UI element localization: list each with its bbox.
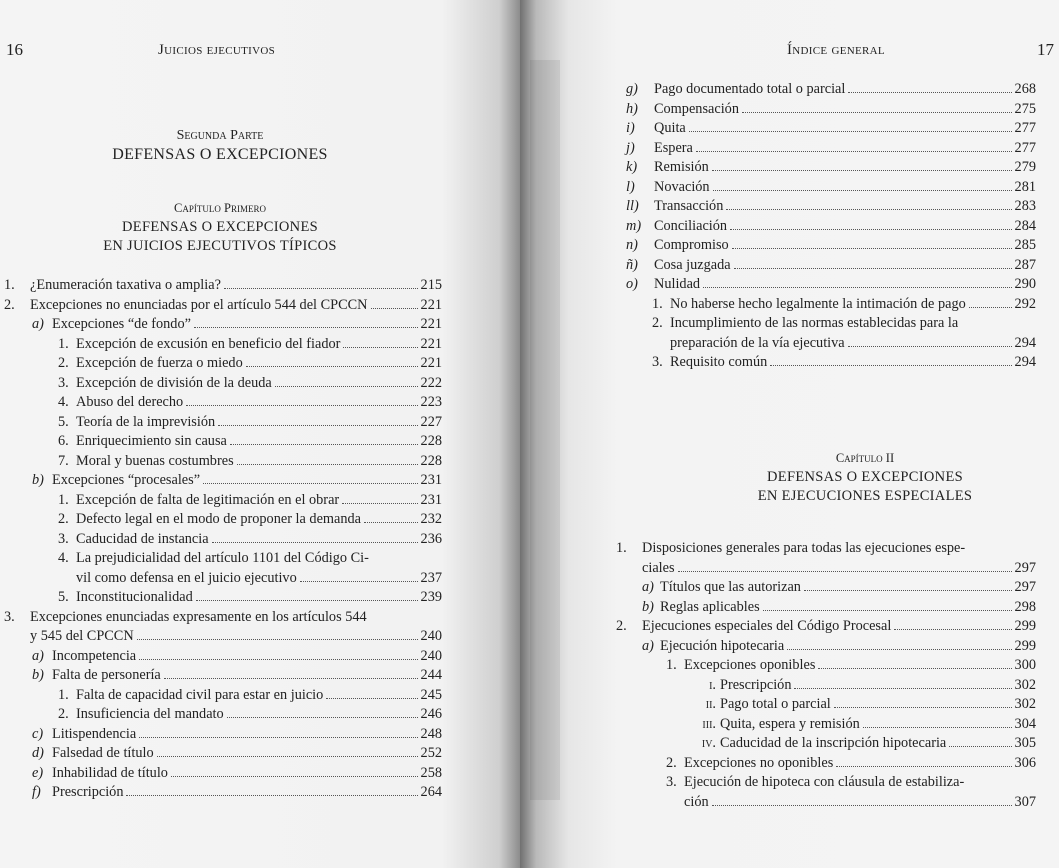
dot-leader bbox=[224, 288, 418, 289]
toc-page-number: 245 bbox=[420, 686, 442, 703]
toc-entry bbox=[4, 354, 442, 374]
right-page-number: 17 bbox=[1037, 40, 1054, 59]
toc-entry-number: e) bbox=[32, 764, 44, 781]
toc-page-number: 221 bbox=[420, 355, 442, 371]
toc-entry-text: Pago total o parcial bbox=[720, 696, 831, 712]
toc-page-number: 294 bbox=[1014, 334, 1036, 351]
toc-entry-number: d) bbox=[32, 745, 44, 761]
toc-page-number: 297 bbox=[1014, 559, 1036, 576]
toc-page-number: 302 bbox=[1014, 696, 1036, 712]
toc-entry bbox=[626, 353, 1036, 373]
toc-entry bbox=[4, 764, 442, 784]
toc-page-number: 284 bbox=[1014, 217, 1036, 234]
toc-entry-number: iii. bbox=[702, 715, 716, 732]
toc-entry-number: 4. bbox=[58, 394, 69, 410]
toc-entry-text: ciales bbox=[642, 559, 675, 576]
toc-page-number: 231 bbox=[420, 472, 442, 488]
toc-entry-number: 3. bbox=[58, 530, 69, 547]
toc-entry-number: 3. bbox=[652, 354, 663, 370]
toc-page-number: 290 bbox=[1014, 276, 1036, 292]
toc-page-number: 228 bbox=[420, 452, 442, 469]
toc-entry bbox=[616, 559, 1036, 579]
toc-entry bbox=[616, 676, 1036, 696]
toc-right-top bbox=[626, 80, 1036, 373]
dot-leader bbox=[342, 503, 417, 504]
toc-entry-text: Excepciones no enunciadas por el artículo 544 del CPCCN bbox=[30, 296, 368, 313]
toc-entry-text: Compromiso bbox=[654, 237, 729, 253]
toc-entry bbox=[4, 705, 442, 725]
toc-entry bbox=[616, 734, 1036, 754]
toc-entry-text: Teoría de la imprevisión bbox=[76, 413, 216, 430]
toc-page-number: 299 bbox=[1014, 618, 1036, 634]
dot-leader bbox=[818, 668, 1011, 669]
toc-entry-text: Enriquecimiento sin causa bbox=[76, 433, 227, 449]
toc-entry bbox=[626, 295, 1036, 315]
toc-entry-number: 1. bbox=[666, 657, 677, 673]
toc-page-number: 221 bbox=[420, 316, 442, 332]
toc-entry-text: Títulos que las autorizan bbox=[660, 579, 801, 595]
part-heading bbox=[0, 128, 440, 164]
toc-entry-text: vil como defensa en el juicio ejecutivo bbox=[76, 569, 297, 586]
toc-entry-number: m) bbox=[626, 217, 642, 234]
toc-page-number: 215 bbox=[420, 277, 442, 293]
toc-entry-number: l) bbox=[626, 178, 635, 195]
toc-page-number: 299 bbox=[1014, 637, 1036, 654]
toc-left bbox=[4, 276, 442, 803]
dot-leader bbox=[836, 766, 1011, 767]
toc-entry-number: b) bbox=[32, 472, 44, 488]
toc-entry-text: Incompetencia bbox=[52, 647, 137, 664]
dot-leader bbox=[212, 542, 418, 543]
dot-leader bbox=[203, 483, 417, 484]
dot-leader bbox=[227, 717, 418, 718]
dot-leader bbox=[678, 571, 1012, 572]
right-running-head: Índice general bbox=[787, 42, 885, 58]
dot-leader bbox=[787, 649, 1011, 650]
toc-entry-number: o) bbox=[626, 276, 638, 292]
toc-entry bbox=[626, 275, 1036, 295]
dot-leader bbox=[703, 287, 1011, 288]
toc-entry-text: Excepción de fuerza o miedo bbox=[76, 355, 243, 371]
toc-entry-number: 3. bbox=[666, 774, 677, 790]
toc-entry-number: g) bbox=[626, 81, 638, 97]
dot-leader bbox=[894, 629, 1011, 630]
toc-entry bbox=[4, 666, 442, 686]
toc-entry bbox=[4, 510, 442, 530]
toc-entry-number: 6. bbox=[58, 433, 69, 449]
chapter-ii-label: Capítulo II bbox=[835, 451, 895, 465]
toc-entry-number: ii. bbox=[705, 696, 716, 712]
toc-entry-text: Defecto legal en el modo de proponer la demanda bbox=[76, 511, 362, 527]
toc-entry bbox=[626, 217, 1036, 237]
toc-entry bbox=[616, 598, 1036, 618]
dot-leader bbox=[139, 737, 417, 738]
dot-leader bbox=[848, 346, 1012, 347]
toc-entry-number: 5. bbox=[58, 589, 69, 605]
toc-entry-text: Excepción de falta de legitimación en el obrar bbox=[76, 491, 340, 508]
toc-page-number: 283 bbox=[1014, 198, 1036, 214]
chapter-title-line-1: DEFENSAS O EXCEPCIONES bbox=[122, 219, 318, 235]
chapter-title-line-2: EN JUICIOS EJECUTIVOS TÍPICOS bbox=[103, 238, 337, 254]
toc-page-number: 298 bbox=[1014, 598, 1036, 615]
dot-leader bbox=[186, 405, 417, 406]
toc-entry-text: Caducidad de la inscripción hipotecaria bbox=[720, 735, 947, 751]
toc-entry-number: n) bbox=[626, 237, 638, 253]
chapter-heading bbox=[0, 199, 440, 256]
dot-leader bbox=[137, 639, 418, 640]
toc-entry-text: Quita, espera y remisión bbox=[720, 715, 860, 732]
toc-entry-number: a) bbox=[32, 647, 44, 664]
dot-leader bbox=[194, 327, 418, 328]
toc-entry bbox=[626, 100, 1036, 120]
toc-entry-line bbox=[616, 773, 1036, 793]
dot-leader bbox=[300, 581, 418, 582]
dot-leader bbox=[726, 209, 1011, 210]
toc-entry-number: 4. bbox=[58, 550, 69, 566]
toc-page-number: 275 bbox=[1014, 100, 1036, 117]
toc-page-number: 305 bbox=[1014, 735, 1036, 751]
toc-entry-number: 5. bbox=[58, 413, 69, 430]
toc-entry bbox=[4, 393, 442, 413]
dot-leader bbox=[230, 444, 418, 445]
toc-entry bbox=[4, 432, 442, 452]
toc-entry-number: a) bbox=[32, 316, 44, 332]
toc-entry bbox=[4, 335, 442, 355]
toc-entry-number: h) bbox=[626, 100, 638, 117]
toc-page-number: 297 bbox=[1014, 579, 1036, 595]
toc-page-number: 307 bbox=[1014, 793, 1036, 810]
toc-entry-text: Conciliación bbox=[654, 217, 728, 234]
toc-entry-text: Insuficiencia del mandato bbox=[76, 706, 224, 722]
dot-leader bbox=[218, 425, 417, 426]
toc-entry-number: b) bbox=[32, 667, 44, 683]
toc-entry-text: Excepciones oponibles bbox=[684, 657, 816, 673]
toc-page-number: 304 bbox=[1014, 715, 1036, 732]
dot-leader bbox=[848, 92, 1011, 93]
toc-page-number: 306 bbox=[1014, 754, 1036, 771]
toc-entry-number: 1. bbox=[58, 335, 69, 352]
toc-entry-number: 3. bbox=[4, 608, 15, 625]
toc-entry-line bbox=[4, 549, 442, 569]
toc-entry-number: f) bbox=[32, 784, 41, 800]
toc-entry bbox=[626, 80, 1036, 100]
dot-leader bbox=[171, 776, 418, 777]
toc-entry-number: 7. bbox=[58, 452, 69, 469]
toc-entry-text: y 545 del CPCCN bbox=[30, 628, 134, 644]
toc-entry bbox=[616, 715, 1036, 735]
toc-entry-number: 2. bbox=[4, 296, 15, 313]
toc-entry-text: Abuso del derecho bbox=[76, 394, 184, 410]
toc-entry-text: Reglas aplicables bbox=[660, 598, 760, 615]
dot-leader bbox=[139, 659, 417, 660]
dot-leader bbox=[712, 170, 1012, 171]
toc-entry-text: Quita bbox=[654, 120, 686, 136]
toc-entry-number: 3. bbox=[58, 374, 69, 391]
toc-entry-text: Ejecución hipotecaria bbox=[660, 637, 785, 654]
toc-page-number: 287 bbox=[1014, 256, 1036, 273]
toc-page-number: 221 bbox=[420, 335, 442, 352]
toc-entry-text: Nulidad bbox=[654, 276, 701, 292]
toc-entry-text: Caducidad de instancia bbox=[76, 530, 209, 547]
toc-entry-text: Excepciones no oponibles bbox=[684, 754, 834, 771]
toc-entry-number: a) bbox=[642, 579, 654, 595]
dot-leader bbox=[237, 464, 418, 465]
toc-entry bbox=[626, 236, 1036, 256]
toc-entry-text: preparación de la vía ejecutiva bbox=[670, 334, 845, 351]
toc-entry bbox=[4, 296, 442, 316]
toc-entry bbox=[4, 686, 442, 706]
dot-leader bbox=[804, 590, 1012, 591]
dot-leader bbox=[157, 756, 418, 757]
right-page bbox=[520, 0, 1059, 868]
toc-entry bbox=[616, 793, 1036, 813]
toc-entry-text: Prescripción bbox=[720, 676, 792, 693]
left-running-head: Juicios ejecutivos bbox=[158, 42, 276, 58]
toc-page-number: 277 bbox=[1014, 139, 1036, 156]
dot-leader bbox=[863, 727, 1012, 728]
toc-page-number: 244 bbox=[420, 667, 442, 683]
toc-page-number: 248 bbox=[420, 725, 442, 742]
toc-entry-text: ¿Enumeración taxativa o amplia? bbox=[30, 277, 221, 293]
toc-page-number: 222 bbox=[420, 374, 442, 391]
toc-page-number: 232 bbox=[420, 511, 442, 527]
toc-entry-number: 1. bbox=[58, 686, 69, 703]
dot-leader bbox=[196, 600, 418, 601]
left-page-number: 16 bbox=[6, 40, 23, 59]
toc-entry-text: Falta de capacidad civil para estar en juicio bbox=[76, 686, 324, 703]
toc-page-number: 240 bbox=[420, 647, 442, 664]
chapter-label: Capítulo Primero bbox=[174, 201, 266, 215]
toc-entry-number: ll) bbox=[626, 198, 639, 214]
toc-page-number: 221 bbox=[420, 296, 442, 313]
toc-page-number: 264 bbox=[420, 784, 442, 800]
toc-entry bbox=[626, 178, 1036, 198]
toc-entry-text: Falta de personería bbox=[52, 667, 161, 683]
toc-page-number: 268 bbox=[1014, 81, 1036, 97]
toc-entry-number: j) bbox=[626, 139, 635, 156]
toc-entry-text: Excepciones “procesales” bbox=[52, 472, 201, 488]
toc-entry-text: Cosa juzgada bbox=[654, 256, 731, 273]
toc-entry bbox=[626, 119, 1036, 139]
toc-entry-number: k) bbox=[626, 159, 638, 175]
toc-entry-text: Incumplimiento de las normas establecidas para la bbox=[670, 315, 959, 331]
toc-entry bbox=[4, 588, 442, 608]
toc-entry-text: Pago documentado total o parcial bbox=[654, 81, 846, 97]
toc-entry bbox=[4, 783, 442, 803]
toc-entry-line bbox=[626, 314, 1036, 334]
toc-entry-number: 1. bbox=[616, 540, 627, 556]
dot-leader bbox=[732, 248, 1012, 249]
toc-entry-text: Inhabilidad de título bbox=[52, 764, 168, 781]
toc-entry-text: Falsedad de título bbox=[52, 745, 154, 761]
chapter-ii-title-line-1: DEFENSAS O EXCEPCIONES bbox=[767, 469, 963, 485]
toc-entry-number: 2. bbox=[666, 754, 677, 771]
toc-page-number: 246 bbox=[420, 706, 442, 722]
toc-entry-number: 2. bbox=[616, 618, 627, 634]
toc-page-number: 292 bbox=[1014, 295, 1036, 312]
toc-page-number: 281 bbox=[1014, 178, 1036, 195]
toc-entry-text: Prescripción bbox=[52, 784, 124, 800]
toc-entry-number: i) bbox=[626, 120, 635, 136]
toc-entry-text: Excepciones enunciadas expresamente en los artículos 544 bbox=[30, 608, 367, 625]
toc-page-number: 223 bbox=[420, 394, 442, 410]
toc-page-number: 302 bbox=[1014, 676, 1036, 693]
dot-leader bbox=[742, 112, 1012, 113]
toc-entry-number: i. bbox=[709, 676, 716, 693]
toc-entry bbox=[4, 276, 442, 296]
dot-leader bbox=[696, 151, 1012, 152]
toc-entry-text: Litispendencia bbox=[52, 725, 137, 742]
toc-page-number: 300 bbox=[1014, 657, 1036, 673]
toc-entry-text: Inconstitucionalidad bbox=[76, 589, 193, 605]
dot-leader bbox=[730, 229, 1011, 230]
toc-entry bbox=[4, 374, 442, 394]
toc-entry-line bbox=[616, 539, 1036, 559]
toc-entry-line bbox=[4, 608, 442, 628]
toc-page-number: 228 bbox=[420, 433, 442, 449]
dot-leader bbox=[712, 805, 1012, 806]
toc-entry bbox=[4, 471, 442, 491]
toc-page-number: 231 bbox=[420, 491, 442, 508]
toc-entry bbox=[4, 569, 442, 589]
part-label: Segunda Parte bbox=[176, 128, 264, 143]
dot-leader bbox=[326, 698, 417, 699]
toc-entry bbox=[616, 617, 1036, 637]
dot-leader bbox=[713, 190, 1012, 191]
toc-entry-text: Espera bbox=[654, 139, 693, 156]
toc-entry bbox=[626, 256, 1036, 276]
toc-entry bbox=[626, 139, 1036, 159]
toc-entry bbox=[4, 725, 442, 745]
toc-entry-number: ñ) bbox=[626, 256, 638, 273]
toc-entry-number: c) bbox=[32, 725, 44, 742]
toc-entry-number: a) bbox=[642, 637, 654, 654]
toc-entry bbox=[616, 754, 1036, 774]
toc-page-number: 227 bbox=[420, 413, 442, 430]
toc-entry-text: Compensación bbox=[654, 100, 739, 117]
toc-entry-text: Transacción bbox=[654, 198, 724, 214]
toc-entry bbox=[4, 744, 442, 764]
dot-leader bbox=[770, 365, 1011, 366]
toc-entry-number: iv. bbox=[701, 735, 716, 751]
toc-entry bbox=[4, 315, 442, 335]
toc-entry bbox=[626, 334, 1036, 354]
toc-entry-number: 2. bbox=[58, 706, 69, 722]
toc-entry bbox=[616, 695, 1036, 715]
toc-entry bbox=[616, 578, 1036, 598]
dot-leader bbox=[969, 307, 1012, 308]
toc-page-number: 237 bbox=[420, 569, 442, 586]
part-title: DEFENSAS O EXCEPCIONES bbox=[112, 146, 328, 163]
toc-entry-text: Excepciones “de fondo” bbox=[52, 316, 191, 332]
dot-leader bbox=[834, 707, 1012, 708]
dot-leader bbox=[763, 610, 1012, 611]
toc-entry-number: 1. bbox=[652, 295, 663, 312]
toc-entry-number: 2. bbox=[58, 355, 69, 371]
dot-leader bbox=[364, 522, 418, 523]
toc-entry bbox=[4, 413, 442, 433]
toc-entry-number: 2. bbox=[58, 511, 69, 527]
toc-page-number: 252 bbox=[420, 745, 442, 761]
toc-entry-text: La prejudicialidad del artículo 1101 del Código Ci- bbox=[76, 550, 369, 566]
toc-entry-text: Ejecuciones especiales del Código Procesal bbox=[642, 618, 892, 634]
toc-entry-number: 2. bbox=[652, 315, 663, 331]
toc-page-number: 240 bbox=[420, 628, 442, 644]
toc-entry bbox=[626, 197, 1036, 217]
dot-leader bbox=[949, 746, 1011, 747]
toc-entry-number: 1. bbox=[4, 277, 15, 293]
toc-entry-text: ción bbox=[684, 793, 709, 810]
toc-entry-text: Disposiciones generales para todas las ejecuciones espe- bbox=[642, 540, 966, 556]
toc-page-number: 258 bbox=[420, 764, 442, 781]
dot-leader bbox=[794, 688, 1011, 689]
toc-entry-text: Novación bbox=[654, 178, 710, 195]
toc-entry-text: Excepción de división de la deuda bbox=[76, 374, 272, 391]
toc-page-number: 285 bbox=[1014, 237, 1036, 253]
chapter-ii-title-line-2: EN EJECUCIONES ESPECIALES bbox=[757, 488, 973, 504]
toc-entry-text: Excepción de excusión en beneficio del fiador bbox=[76, 335, 341, 352]
left-page bbox=[0, 0, 520, 868]
toc-page-number: 294 bbox=[1014, 354, 1036, 370]
dot-leader bbox=[164, 678, 418, 679]
toc-entry bbox=[4, 647, 442, 667]
dot-leader bbox=[246, 366, 418, 367]
dot-leader bbox=[343, 347, 417, 348]
dot-leader bbox=[126, 795, 417, 796]
toc-entry bbox=[616, 637, 1036, 657]
toc-entry-text: Requisito común bbox=[670, 354, 768, 370]
toc-entry bbox=[4, 530, 442, 550]
toc-page-number: 239 bbox=[420, 589, 442, 605]
toc-entry-number: b) bbox=[642, 598, 654, 615]
toc-entry bbox=[4, 627, 442, 647]
toc-entry bbox=[626, 158, 1036, 178]
toc-entry bbox=[4, 452, 442, 472]
toc-page-number: 279 bbox=[1014, 159, 1036, 175]
dot-leader bbox=[371, 308, 418, 309]
dot-leader bbox=[689, 131, 1012, 132]
chapter-ii-heading bbox=[700, 449, 1030, 506]
toc-entry bbox=[616, 656, 1036, 676]
dot-leader bbox=[275, 386, 418, 387]
toc-entry-text: Remisión bbox=[654, 159, 709, 175]
toc-right-bottom bbox=[616, 539, 1036, 812]
toc-entry-text: No haberse hecho legalmente la intimación de pago bbox=[670, 295, 966, 312]
toc-entry bbox=[4, 491, 442, 511]
dot-leader bbox=[734, 268, 1012, 269]
toc-page-number: 277 bbox=[1014, 120, 1036, 136]
toc-entry-number: 1. bbox=[58, 491, 69, 508]
toc-entry-text: Moral y buenas costumbres bbox=[76, 452, 234, 469]
toc-page-number: 236 bbox=[420, 530, 442, 547]
toc-entry-text: Ejecución de hipoteca con cláusula de estabiliza- bbox=[684, 774, 965, 790]
